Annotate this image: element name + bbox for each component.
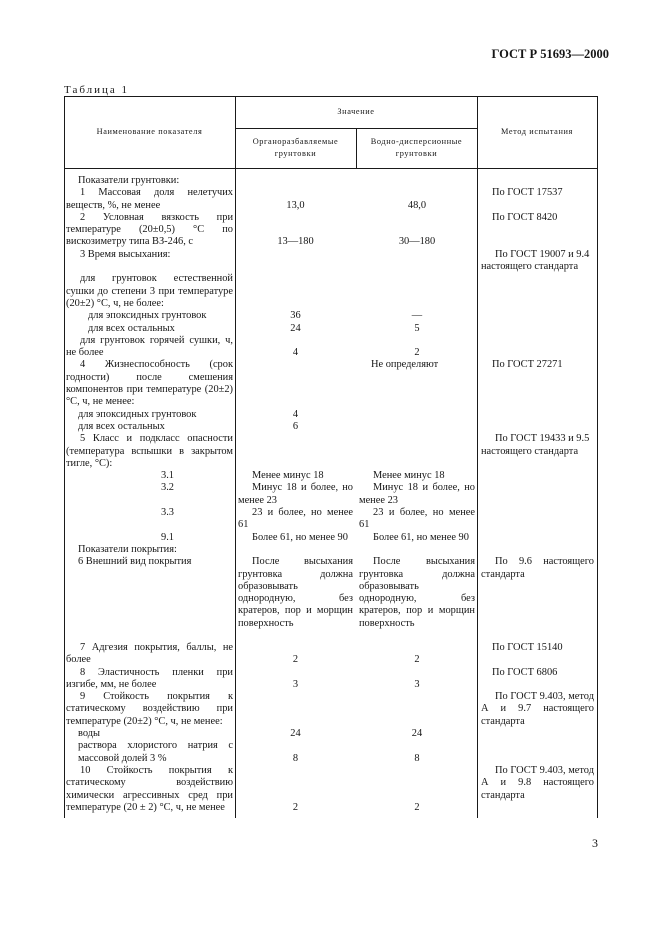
row-value-organic: 13,0 (286, 199, 305, 211)
row-value-organic: Более 61, но менее 90 (252, 531, 348, 543)
table-row (64, 532, 597, 544)
table-row (64, 691, 597, 728)
row-value-water: 2 (414, 654, 420, 666)
row-name: 1 Массовая доля нелетучих веществ, %, не менее (66, 187, 233, 211)
row-value-water: 24 (411, 728, 423, 740)
row-value-organic: Менее минус 18 (252, 470, 324, 482)
row-name: для эпоксидных грунтовок (88, 310, 207, 322)
row-value-water: 2 (414, 347, 420, 359)
row-method: По ГОСТ 6806 (492, 666, 558, 678)
row-value-organic: 24 (290, 322, 301, 334)
row-value-organic: 4 (292, 408, 299, 420)
table-row (64, 667, 597, 692)
row-value-water: Минус 18 и более, но менее 23 (359, 482, 475, 506)
table-border-right (597, 96, 598, 818)
row-name: воды (78, 728, 100, 740)
row-value-water: 3 (414, 678, 420, 690)
row-name: для всех остальных (88, 322, 175, 334)
row-method: По ГОСТ 19433 и 9.5 настоящего стандарта (481, 433, 590, 457)
table-row (64, 323, 597, 335)
row-name: для всех остальных (78, 420, 165, 432)
row-name: 4 Жизнеспособность (срок годности) после смешения компонентов при температуре (20±2) °С, ч, не менее: (66, 359, 233, 408)
table-row (64, 544, 597, 556)
row-name: 3.3 (161, 507, 174, 519)
column-header-value: Значение (337, 107, 375, 116)
column-header-name: Наименование показателя (96, 127, 203, 136)
header-bottom-border (64, 168, 597, 169)
column-divider-2 (356, 128, 357, 168)
row-value-organic: 24 (290, 728, 301, 740)
row-name: 8 Эластичность пленки при изгибе, мм, не более (66, 666, 233, 690)
table-row (64, 409, 597, 421)
table-row (64, 212, 597, 249)
row-name: для эпоксидных грунтовок (78, 408, 197, 420)
row-name: для грунтовок горячей сушки, ч, не более (66, 334, 233, 359)
table-row (64, 433, 597, 470)
column-header-water: Водно-дисперсионные грунтовки (370, 137, 463, 158)
row-name: 9 Стойкость покрытия к статическому воздействию при температуре (20±2) °С, ч, не менее: (66, 691, 233, 727)
row-value-organic: 23 и более, но менее 61 (238, 507, 353, 531)
row-value-water: После высыхания грунтовка должна образовывать однородную, без кратеров, пор и морщин поверхность (359, 556, 475, 629)
table-row (64, 642, 597, 667)
table-caption: Таблица 1 (64, 84, 130, 96)
row-name: Показатели грунтовки: (78, 175, 180, 186)
row-value-water: — (411, 310, 423, 322)
row-name: 10 Стойкость покрытия к статическому воздействию химически агрессивных сред при температуре (20 ± 2) °С, ч, не менее (66, 764, 233, 813)
row-value-organic: 2 (292, 654, 299, 666)
row-name: 3 Время высыхания: (80, 248, 171, 260)
table-row (64, 482, 597, 507)
row-value-organic: 3 (292, 678, 299, 690)
row-value-water: Более 61, но менее 90 (373, 531, 469, 543)
table-body (64, 175, 597, 818)
row-value-water: Не определяют (371, 359, 439, 371)
row-value-water: 8 (414, 752, 420, 764)
row-value-water: 30—180 (398, 236, 436, 248)
table-row (64, 175, 597, 187)
row-value-organic: 36 (290, 310, 301, 322)
row-method: По ГОСТ 17537 (492, 187, 563, 199)
row-method: По ГОСТ 9.403, метод А и 9.8 настоящего стандарта (481, 764, 594, 801)
row-method: По ГОСТ 9.403, метод А и 9.7 настоящего стандарта (481, 691, 594, 727)
row-name: 3.2 (161, 482, 174, 494)
standard-header: ГОСТ Р 51693—2000 (491, 47, 609, 61)
row-name: 2 Условная вязкость при температуре (20±0,5) °С по вискозиметру типа ВЗ-246, с (66, 211, 233, 248)
row-value-organic: 2 (292, 801, 299, 813)
table-row (64, 728, 597, 740)
row-name: для грунтовок естественной сушки до степени 3 при температуре (20±2) °С, ч, не более: (66, 273, 233, 309)
table-row (64, 740, 597, 765)
table-row (64, 187, 597, 212)
table-row (64, 310, 597, 322)
row-value-organic: 6 (292, 420, 299, 432)
row-name: раствора хлористого натрия с массовой долей 3 % (78, 740, 233, 764)
page-number: 3 (592, 836, 598, 850)
row-value-organic: После высыхания грунтовка должна образовывать однородную, без кратеров, пор и морщин поверхность (238, 556, 353, 629)
row-value-water: 23 и более, но менее 61 (359, 507, 475, 531)
row-name: 7 Адгезия покрытия, баллы, не более (66, 641, 233, 666)
table-row (64, 507, 597, 532)
row-value-organic: 8 (292, 752, 299, 764)
table-row (64, 470, 597, 482)
row-value-water: Менее минус 18 (373, 470, 445, 482)
column-header-method: Метод испытания (501, 127, 573, 136)
row-method: По ГОСТ 19007 и 9.4 настоящего стандарта (481, 248, 590, 273)
row-name: 6 Внешний вид покрытия (78, 556, 192, 568)
row-method: По 9.6 настоящего стандарта (481, 556, 594, 580)
row-name: 9.1 (161, 531, 174, 543)
row-name: 5 Класс и подкласс опасности (температура вспышки в закрытом тигле, °С): (66, 433, 233, 469)
row-value-organic: 4 (292, 347, 299, 359)
table-row (64, 556, 597, 630)
row-name: Показатели покрытия: (78, 543, 177, 555)
row-value-water: 5 (414, 322, 420, 334)
row-value-organic: Минус 18 и более, но менее 23 (238, 482, 353, 506)
properties-table (64, 96, 597, 818)
column-header-organic: Органоразбавляемые грунтовки (252, 137, 339, 158)
row-value-water: 48,0 (407, 199, 427, 211)
row-value-water: 2 (414, 801, 420, 813)
row-method: По ГОСТ 27271 (492, 359, 563, 371)
table-row (64, 249, 597, 274)
row-method: По ГОСТ 15140 (492, 641, 563, 653)
table-row (64, 359, 597, 408)
row-name: 3.1 (161, 470, 174, 482)
table-row (64, 335, 597, 360)
table-row (64, 421, 597, 433)
row-value-organic: 13—180 (277, 236, 314, 248)
table-row (64, 765, 597, 814)
row-method: По ГОСТ 8420 (492, 211, 558, 223)
table-row (64, 273, 597, 310)
